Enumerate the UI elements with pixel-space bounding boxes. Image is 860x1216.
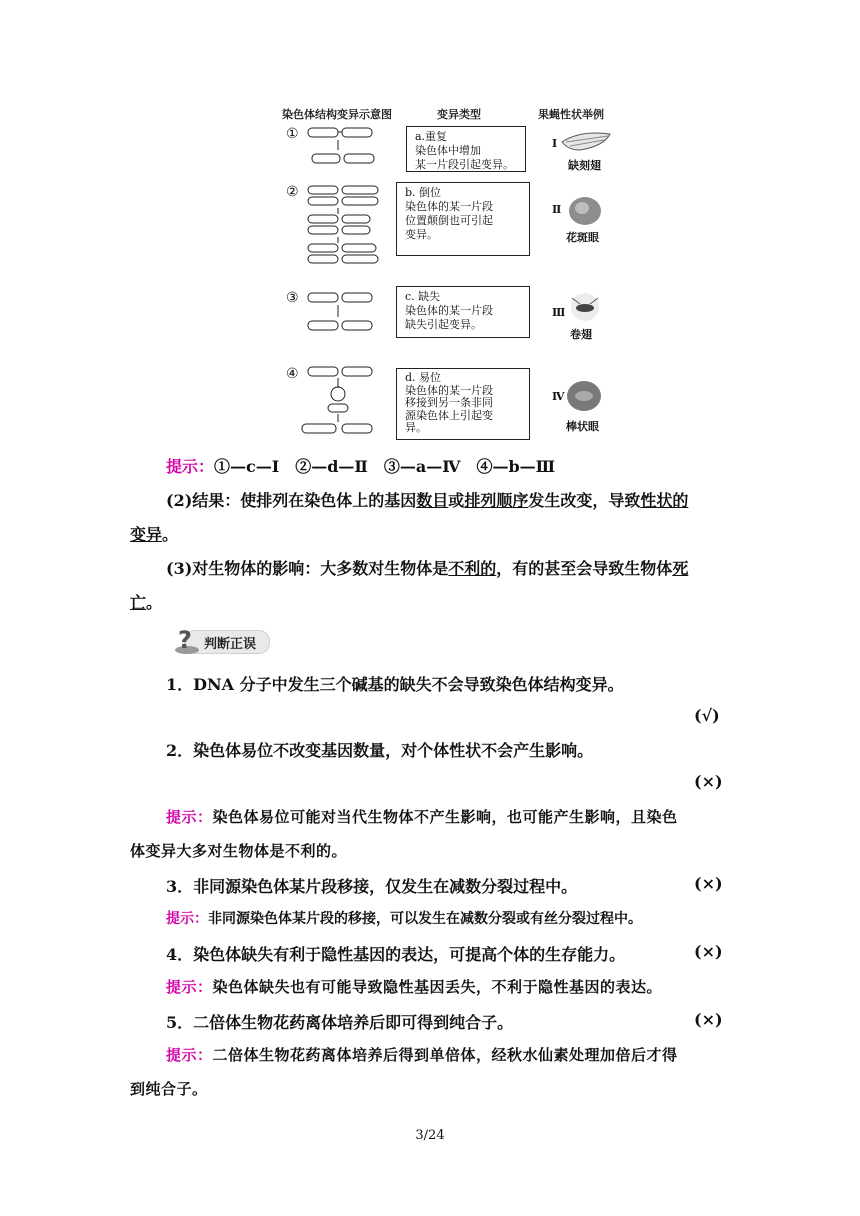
judgement-mark: (√) [694, 706, 720, 725]
judge-badge [172, 624, 268, 656]
svg-text:?: ? [178, 626, 192, 654]
judge-badge-label: 判断正误 [204, 637, 257, 652]
judgement-mark: (×) [694, 942, 723, 961]
type-box-translocation [396, 368, 530, 440]
trait-label: 卷翅 [570, 328, 592, 341]
judgement-mark: (×) [694, 772, 723, 791]
figure-header-type: 变异类型 [437, 108, 481, 121]
wing-icon [560, 128, 612, 156]
box-line: a.重复 [415, 130, 448, 143]
hint-2-cont: 体变异大多对生物体是不利的。 [130, 842, 348, 860]
question-mark-icon [172, 624, 202, 656]
hint-label: 提示： [166, 457, 215, 476]
hint-answer-text: ①—c—Ⅰ ②—d—Ⅱ ③—a—Ⅳ ④—b—Ⅲ [214, 457, 556, 476]
row-number: ④ [286, 366, 299, 382]
type-box-duplication [406, 126, 526, 172]
box-line: b. 倒位 [405, 186, 442, 199]
impact-line: (3)对生物体的影响：大多数对生物体是不利的，有的甚至会导致生物体死 [166, 559, 689, 578]
roman-label: Ⅱ [552, 203, 562, 216]
eye-icon [566, 380, 602, 412]
box-line: 缺失引起变异。 [405, 318, 482, 331]
hint-answer [166, 456, 555, 478]
roman-label: Ⅲ [552, 306, 566, 319]
figure-header-example: 果蝇性状举例 [538, 108, 604, 121]
hint-4: 提示：染色体缺失也有可能导致隐性基因丢失，不利于隐性基因的表达。 [166, 978, 663, 996]
trait-label: 花斑眼 [566, 231, 599, 244]
hint-5-cont: 到纯合子。 [130, 1080, 208, 1098]
hint-3: 提示：非同源染色体某片段的移接，可以发生在减数分裂或有丝分裂过程中。 [166, 911, 642, 927]
judgement-mark: (×) [694, 874, 723, 893]
trait-label: 棒状眼 [566, 420, 599, 433]
box-line: 位置颠倒也可引起 [405, 214, 493, 227]
row-number: ① [286, 126, 299, 142]
row-number: ② [286, 184, 299, 200]
fly-icon [566, 292, 604, 322]
box-line: 源染色体上引起变 [405, 408, 493, 422]
box-line: 移接到另一条非同 [405, 396, 493, 409]
statement-1: 1．DNA 分子中发生三个碱基的缺失不会导致染色体结构变异。 [166, 675, 624, 694]
statement-3: 3．非同源染色体某片段移接，仅发生在减数分裂过程中。 [166, 877, 578, 896]
type-box-deletion [396, 286, 530, 338]
box-line: d. 易位 [405, 371, 442, 384]
result-line: (2)结果：使排列在染色体上的基因数目或排列顺序发生改变，导致性状的 [166, 491, 689, 510]
roman-label: Ⅰ [552, 137, 558, 150]
box-line: 变异。 [405, 228, 438, 241]
type-box-inversion [396, 182, 530, 256]
hint-2: 提示：染色体易位可能对当代生物体不产生影响，也可能产生影响，且染色 [166, 808, 678, 826]
judgement-mark: (×) [694, 1010, 723, 1029]
box-line: 染色体的某一片段 [405, 304, 493, 317]
box-line: 染色体的某一片段 [405, 200, 493, 213]
box-line: 染色体的某一片段 [405, 383, 493, 397]
box-line: c. 缺失 [405, 290, 441, 303]
statement-4: 4．染色体缺失有利于隐性基因的表达，可提高个体的生存能力。 [166, 945, 626, 964]
chromosome-schematic [280, 120, 390, 445]
statement-5: 5．二倍体生物花药离体培养后即可得到纯合子。 [166, 1013, 514, 1032]
row-number: ③ [286, 290, 299, 306]
result-line-2: 变异。 [130, 525, 179, 544]
box-line: 某一片段引起变异。 [415, 158, 514, 171]
trait-label: 缺刻翅 [568, 159, 601, 172]
hint-5: 提示：二倍体生物花药离体培养后得到单倍体，经秋水仙素处理加倍后才得 [166, 1046, 678, 1064]
roman-label: Ⅳ [552, 390, 565, 403]
box-line: 异。 [405, 421, 427, 434]
box-line: 染色体中增加 [415, 144, 481, 157]
eye-icon [568, 196, 602, 226]
figure-header-schematic: 染色体结构变异示意图 [282, 108, 392, 121]
statement-2: 2．染色体易位不改变基因数量，对个体性状不会产生影响。 [166, 741, 594, 760]
impact-line-2: 亡。 [130, 593, 163, 612]
page-number: 3/24 [415, 1128, 445, 1143]
